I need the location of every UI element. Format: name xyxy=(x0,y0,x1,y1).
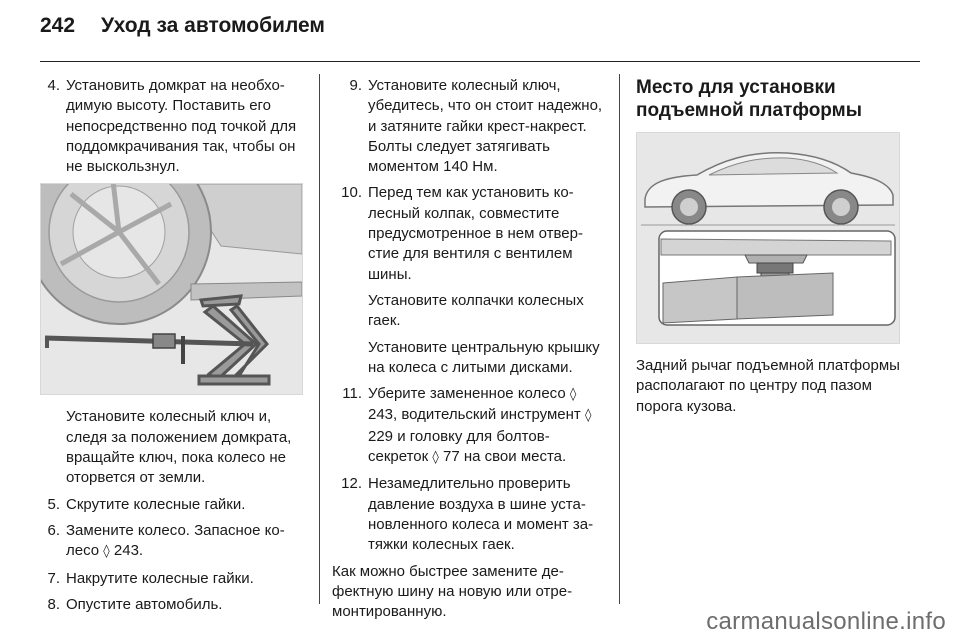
page-reference-link[interactable]: 243, водительский инструмент xyxy=(368,406,581,424)
step-10-para-2: Установите колпачки колесных гаек. xyxy=(368,291,584,330)
step-text: Незамедлительно проверить давление воздуха в шине установленного колеса и момент затяжки колесных гаек. xyxy=(368,475,594,554)
step-4 xyxy=(40,76,304,177)
page-reference-icon: ◊ xyxy=(103,544,110,560)
column-divider-2 xyxy=(619,74,620,604)
step-8 xyxy=(40,595,304,615)
page-reference-link[interactable]: 77 на свои места. xyxy=(442,448,567,466)
step-text: Перед тем как установить колесный колпак, совместите предусмотренное в нем отверстие для вентиля с вентилем шины. xyxy=(368,184,583,283)
step-text: Накрутите колесные гайки. xyxy=(66,569,254,587)
section-heading: Место для установки подъемной платформы xyxy=(636,77,862,121)
step-5 xyxy=(40,495,304,515)
page-reference-link[interactable]: 229 и головку для болтов-секреток xyxy=(368,427,550,466)
step-text: Установите колесный ключ, убедитесь, что он стоит надежно, и затяните гайки крест-накрест. Болты следует затягивать моментом 140 Нм. xyxy=(368,77,603,176)
step-6 xyxy=(40,521,304,563)
step-text-part: Замените колесо. Запасное колесо xyxy=(66,521,285,560)
jack-illustration xyxy=(40,183,303,395)
page-reference-icon: ◊ xyxy=(569,387,577,403)
lift-platform-illustration xyxy=(636,132,900,344)
step-number: 5. xyxy=(47,495,60,513)
step-10 xyxy=(332,183,604,284)
step-text: Опустите автомобиль. xyxy=(66,595,223,613)
step-7 xyxy=(40,569,304,589)
page-number: 242 xyxy=(40,14,76,37)
watermark: carmanualsonline.info xyxy=(706,608,946,635)
step-number: 4. xyxy=(47,77,60,94)
step-number: 6. xyxy=(47,521,60,539)
column-divider-1 xyxy=(319,74,320,604)
page-header xyxy=(40,14,325,50)
column-1 xyxy=(40,76,304,621)
step-10-para-3: Установите центральную крышку на колеса с литыми дисками. xyxy=(368,338,600,376)
step-12 xyxy=(332,474,604,555)
figure-caption: Задний рычаг подъемной платформы располагают по центру под пазом порога кузова. xyxy=(636,357,900,415)
page-reference-icon: ◊ xyxy=(584,408,592,424)
step-number: 8. xyxy=(47,595,60,613)
page-reference-icon: ◊ xyxy=(432,450,439,466)
step-text xyxy=(368,384,604,468)
step-number: 7. xyxy=(47,569,60,587)
step-text xyxy=(66,521,304,563)
step-11 xyxy=(332,384,604,468)
step-number: 10. xyxy=(341,184,362,202)
header-rule xyxy=(40,61,920,62)
step-number: 11. xyxy=(342,385,362,403)
step-text-part: Уберите замененное колесо xyxy=(368,385,566,403)
column-2 xyxy=(332,76,604,622)
column-3 xyxy=(636,76,906,417)
step-text: Скрутите колесные гайки. xyxy=(66,495,246,513)
page-reference-link[interactable]: 243. xyxy=(113,542,144,560)
step-text: Установить домкрат на необходимую высоту. Поставить его непосредственно под точкой для поддомкрачивания так, чтобы он не выскользнул. xyxy=(66,77,297,176)
step-4-continuation: Установите колесный ключ и, следя за положением домкрата, вращайте ключ, пока колесо не оторвется от земли. xyxy=(66,408,292,487)
page-title: Уход за автомобилем xyxy=(101,14,325,37)
step-number: 12. xyxy=(341,475,362,493)
closing-note: Как можно быстрее замените дефектную шину на новую или отремонтированную. xyxy=(332,562,573,621)
step-number: 9. xyxy=(349,77,362,94)
step-9 xyxy=(332,76,604,177)
